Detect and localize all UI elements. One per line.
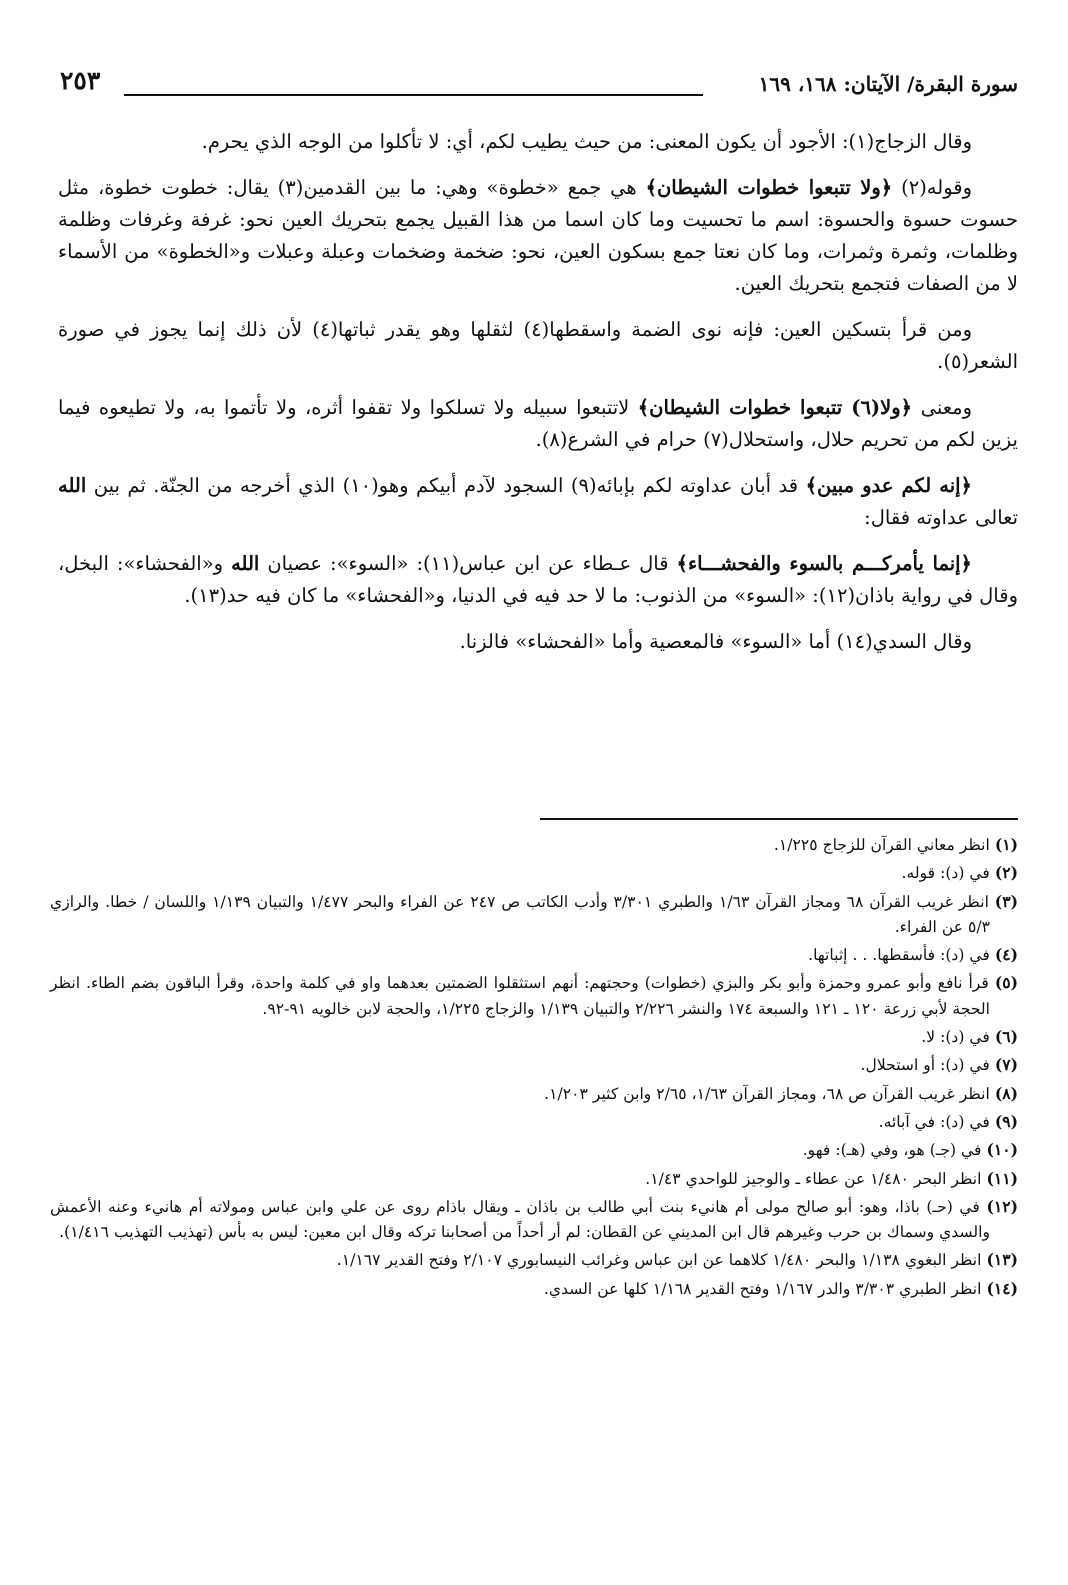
footnote [50,1166,1018,1192]
footnote-text: في (د): أو استحلال. [860,1056,990,1075]
footnote-text: انظر البغوي ١/١٣٨ والبحر ١/٤٨٠ كلاهما عن ابن عباس وغرائب النيسابوري ٢/١٠٧ وفتح القدير ١/١٦٧. [336,1251,982,1270]
paragraph-lead: ومعنى [912,396,972,419]
surah-title: سورة البقرة/ الآيتان: ١٦٨، ١٦٩ [758,72,1018,96]
paragraph-4 [58,392,1018,456]
footnote [50,942,1018,968]
footnote [50,1247,1018,1273]
footnote [50,1052,1018,1078]
footnotes [50,832,1018,1304]
footnote-number: (١٣) [986,1250,1018,1270]
footnote [50,1137,1018,1163]
footnote [50,832,1018,858]
footnote-number: (٥) [994,973,1018,993]
header-rule [124,94,703,96]
paragraph-text: قد أبان عداوته لكم بإبائه(٩) السجود لآدم أبيكم وهو(١٠) الذي أخرجه من الجنّة. ثم بين [86,474,806,497]
footnote-text: انظر غريب القرآن ٦٨ ومجاز القرآن ١/٦٣ والطبري ٣/٣٠١ وأدب الكاتب ص ٢٤٧ عن الفراء والبحر ١/٤٧٧ والتبيان ١/١٣٩ واللسان / خطا. والرازي ٥/٣ عن الفراء. [50,892,990,936]
paragraph-text: لاتتبعوا سبيله ولا تسلكوا ولا تقفوا أثره، ولا تأتموا به، ولا تطيعوه فيما يزين لكم من تحريم حلال، واستحلال(٧) حرام في الشرع(٨). [58,396,1018,451]
page-number: ٢٥٣ [60,66,101,95]
paragraph-1 [58,126,1018,158]
footnote-text: انظر الطبري ٣/٣٠٣ والدر ١/١٦٧ وفتح القدير ١/١٦٨ كلها عن السدي. [543,1279,982,1298]
footnote-text: في (د): لا. [921,1028,990,1047]
paragraph-text: هي جمع «خطوة» وهي: ما بين القدمين(٣) يقال: خطوت خطوة، مثل حسوت حسوة والحسوة: اسم ما تحسيت وما كان اسما من هذا القبيل يجمع بتحريك العين نحو: غرفة وغرفات وظلمة وظلمات، وثمرة وثمرات، وما كان نعتا جمع بسكون العين، نحو: ضخمة وضخمات وعبلة وعبلات و«الخطوة» من الأسماء لا من الصفات فتجمع بتحريك العين. [58,176,1018,295]
footnote [50,860,1018,886]
paragraph-text: و«الفحشاء»: البخل، وقال في رواية باذان(١٢): «السوء» من الذنوب: ما لا حد فيه في الدنيا، و«الفحشاء» ما كان فيه حد(١٣). [58,552,1018,607]
footnote-number: (٣) [994,891,1018,911]
footnote [50,970,1018,1022]
footnote [50,1109,1018,1135]
footnote [50,1024,1018,1050]
footnote-number: (٤) [994,945,1018,965]
footnote-separator [540,818,1018,820]
footnote-text: في (د): قوله. [901,864,990,883]
footnote-number: (١٢) [986,1196,1018,1216]
main-text [58,126,1018,672]
footnote-text: في (د): فأسقطها. . . إثباتها. [808,946,990,965]
footnote [50,1276,1018,1302]
paragraph-text: وقال الزجاج(١): الأجود أن يكون المعنى: من حيث يطيب لكم، أي: لا تأكلوا من الوجه الذي يحرم. [201,130,972,153]
paragraph-7 [58,626,1018,658]
paragraph-text: قال عـطاء عن ابن عباس(١١): «السوء»: عصيان [259,552,677,575]
footnote-text: قرأ نافع وأبو عمرو وحمزة وأبو بكر والبزي (خطوات) وحجتهم: أنهم استثقلوا الضمتين بعدهما واو في كلمة واحدة، وقرأ الباقون بضم الطاء. انظر الحجة لأبي زرعة ١٢٠ ـ ١٢١ والسبعة ١٧٤ والنشر ٢/٢٢٦ والتبيان ١/١٣٩ والزجاج ١/٢٢٥، والحجة لابن خالويه ٩١-٩٢. [50,974,990,1018]
footnote-number: (٨) [994,1083,1018,1103]
footnote-number: (١٠) [986,1140,1018,1160]
footnote-number: (٢) [994,863,1018,883]
footnote-number: (١١) [986,1168,1018,1188]
footnote [50,889,1018,941]
footnote-number: (٧) [994,1055,1018,1075]
paragraph-6 [58,548,1018,612]
divine-name: الله [58,474,87,497]
paragraph-text: ومن قرأ بتسكين العين: فإنه نوى الضمة واسقطها(٤) لثقلها وهو يقدر ثباتها(٤) لأن ذلك إنما يجوز في صورة الشعر(٥). [58,318,1018,373]
footnote [50,1081,1018,1107]
paragraph-lead: وقوله(٢) [892,176,973,199]
footnote-number: (١٤) [986,1278,1018,1298]
footnote [50,1194,1018,1246]
paragraph-5 [58,470,1018,534]
paragraph-text: وقال السدي(١٤) أما «السوء» فالمعصية وأما «الفحشاء» فالزنا. [459,630,972,653]
divine-name: الله [231,552,260,575]
quran-verse: ﴿ولا(٦) تتبعوا خطوات الشيطان﴾ [637,396,913,419]
footnote-text: انظر غريب القرآن ص ٦٨، ومجاز القرآن ١/٦٣، ٢/٦٥ وابن كثير ١/٢٠٣. [544,1084,990,1103]
footnote-text: في (د): في آبائه. [878,1112,990,1131]
paragraph-text: تعالى عداوته فقال: [864,506,1018,529]
footnote-text: في (جـ) هو، وفي (هـ): فهو. [802,1141,982,1160]
footnote-number: (٩) [994,1111,1018,1131]
footnote-number: (٦) [994,1027,1018,1047]
paragraph-2 [58,172,1018,300]
page-header [60,62,1018,102]
quran-verse: ﴿ولا تتبعوا خطوات الشيطان﴾ [645,176,893,199]
quran-verse: ﴿إنه لكم عدو مبين﴾ [805,474,972,497]
footnote-text: انظر البحر ١/٤٨٠ عن عطاء ـ والوجيز للواحدي ١/٤٣. [645,1169,982,1188]
footnote-number: (١) [994,835,1018,854]
footnote-text: انظر معاني القرآن للزجاج ١/٢٢٥. [773,836,990,854]
paragraph-3 [58,314,1018,378]
quran-verse: ﴿إنما يأمركـــم بالسوء والفحشـــاء﴾ [676,552,972,575]
footnote-text: في (حـ) باذا، وهو: أبو صالح مولى أم هانيء بنت أبي طالب بن باذان ـ ويقال باذام روى عن علي وابن عباس ومولاته أم هانيء وعنه الأعمش والسدي وسماك بن حرب وغيرهم قال ابن المديني عن القطان: لم أر أحداً من أصحابنا تركه وقال ابن معين: ليس به بأس (تهذيب التهذيب ١/٤١٦). [50,1197,990,1242]
